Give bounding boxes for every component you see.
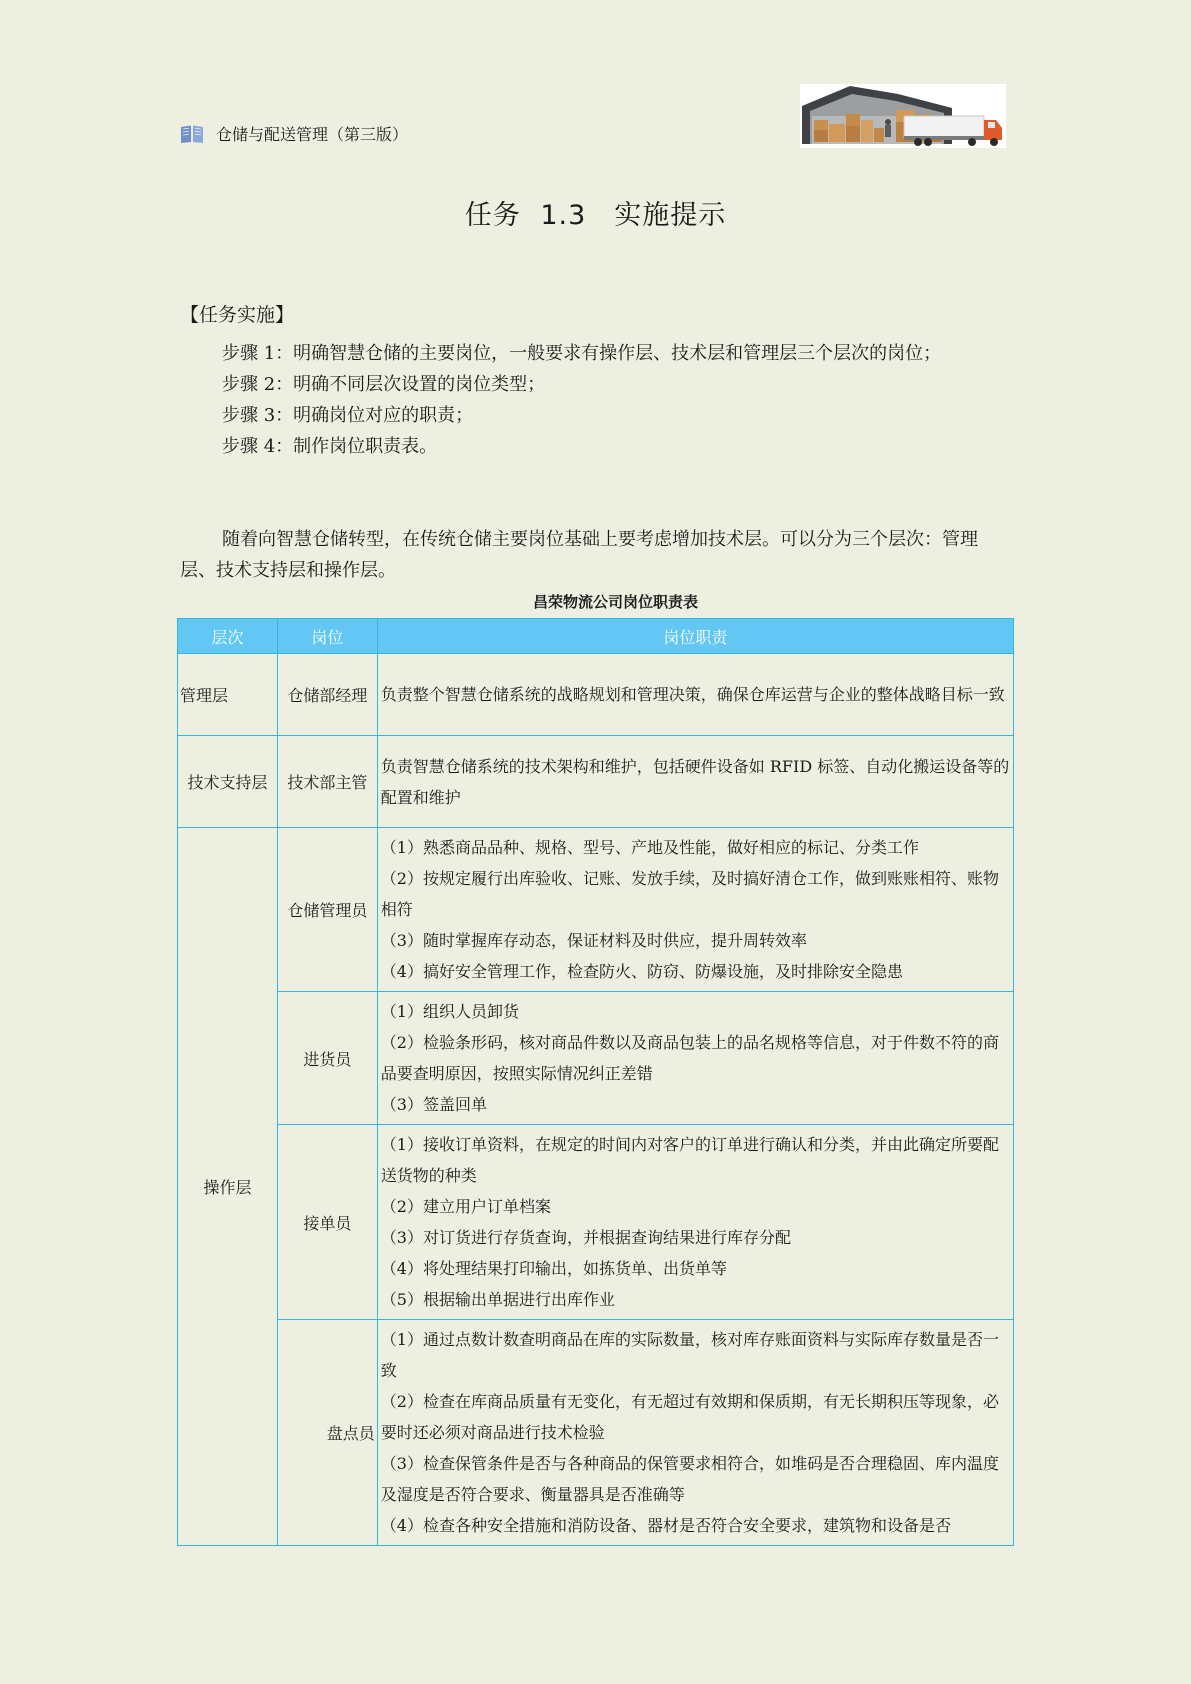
duty-line: （4）将处理结果打印输出，如拣货单、出货单等 bbox=[380, 1259, 727, 1278]
section-heading: 【任务实施】 bbox=[180, 304, 295, 326]
post-cell: 盘点员 bbox=[277, 1320, 377, 1546]
duty-line: （1）通过点数计数查明商品在库的实际数量，核对库存账面资料与实际库存数量是否一致 bbox=[380, 1330, 999, 1380]
post-cell: 技术部主管 bbox=[277, 736, 377, 828]
duty-line: （1）熟悉商品品种、规格、型号、产地及性能，做好相应的标记、分类工作 bbox=[380, 838, 919, 857]
book-title: 仓储与配送管理（第三版） bbox=[216, 125, 409, 144]
level-cell: 操作层 bbox=[178, 828, 278, 1546]
duty-line: （1）组织人员卸货 bbox=[380, 1002, 519, 1021]
table-row bbox=[178, 654, 1014, 736]
table-row bbox=[178, 736, 1014, 828]
table-row bbox=[178, 992, 1014, 1125]
table-header-row bbox=[178, 619, 1014, 654]
step-item: 步骤 3：明确岗位对应的职责； bbox=[222, 405, 474, 426]
duties-cell bbox=[377, 1125, 1013, 1320]
duty-line: （2）按规定履行出库验收、记账、发放手续，及时搞好清仓工作，做到账账相符、账物相符 bbox=[380, 869, 999, 919]
duty-line: 负责整个智慧仓储系统的战略规划和管理决策，确保仓库运营与企业的整体战略目标一致 bbox=[380, 685, 1005, 704]
duty-line: （3）检查保管条件是否与各种商品的保管要求相符合，如堆码是否合理稳固、库内温度及湿度是否符合要求、衡量器具是否准确等 bbox=[380, 1454, 999, 1504]
duty-line: （5）根据输出单据进行出库作业 bbox=[380, 1290, 615, 1309]
duty-line: （2）建立用户订单档案 bbox=[380, 1197, 551, 1216]
steps-list bbox=[180, 338, 1012, 462]
column-header-duties: 岗位职责 bbox=[377, 619, 1013, 654]
column-header-level: 层次 bbox=[178, 619, 278, 654]
post-cell: 进货员 bbox=[277, 992, 377, 1125]
level-cell: 管理层 bbox=[178, 654, 278, 736]
warehouse-truck-illustration bbox=[800, 84, 1006, 148]
post-cell: 接单员 bbox=[277, 1125, 377, 1320]
level-cell: 技术支持层 bbox=[178, 736, 278, 828]
table-row bbox=[178, 828, 1014, 992]
intro-text: 随着向智慧仓储转型，在传统仓储主要岗位基础上要考虑增加技术层。可以分为三个层次：管理层、技术支持层和操作层。 bbox=[180, 529, 978, 581]
duties-cell bbox=[377, 736, 1013, 828]
duties-cell bbox=[377, 828, 1013, 992]
duty-line: （2）检验条形码，核对商品件数以及商品包装上的品名规格等信息，对于件数不符的商品要查明原因，按照实际情况纠正差错 bbox=[380, 1033, 999, 1083]
post-cell: 仓储部经理 bbox=[277, 654, 377, 736]
table-row bbox=[178, 1125, 1014, 1320]
step-item: 步骤 2：明确不同层次设置的岗位类型； bbox=[222, 374, 546, 395]
post-cell: 仓储管理员 bbox=[277, 828, 377, 992]
table-caption: 昌荣物流公司岗位职责表 bbox=[532, 593, 698, 611]
duty-line: （4）搞好安全管理工作，检查防火、防窃、防爆设施，及时排除安全隐患 bbox=[380, 962, 903, 981]
duty-line: （3）随时掌握库存动态，保证材料及时供应，提升周转效率 bbox=[380, 931, 807, 950]
job-duties-table bbox=[177, 618, 1014, 1546]
duty-line: （4）检查各种安全措施和消防设备、器材是否符合安全要求，建筑物和设备是否 bbox=[380, 1516, 951, 1535]
duties-cell bbox=[377, 992, 1013, 1125]
step-item: 步骤 1：明确智慧仓储的主要岗位，一般要求有操作层、技术层和管理层三个层次的岗位； bbox=[222, 343, 942, 364]
step-item: 步骤 4：制作岗位职责表。 bbox=[222, 436, 438, 457]
column-header-post: 岗位 bbox=[277, 619, 377, 654]
running-header bbox=[180, 122, 408, 145]
duty-line: 负责智慧仓储系统的技术架构和维护，包括硬件设备如 RFID 标签、自动化搬运设备等的配置和维护 bbox=[380, 756, 1010, 807]
open-book-icon bbox=[180, 124, 204, 144]
duty-line: （2）检查在库商品质量有无变化，有无超过有效期和保质期，有无长期积压等现象，必要时还必须对商品进行技术检验 bbox=[380, 1392, 999, 1442]
duties-cell bbox=[377, 1320, 1013, 1546]
duty-line: （3）对订货进行存货查询，并根据查询结果进行库存分配 bbox=[380, 1228, 791, 1247]
page-title: 任务 1.3 实施提示 bbox=[464, 200, 727, 231]
intro-paragraph bbox=[180, 524, 1012, 586]
table-row bbox=[178, 1320, 1014, 1546]
duty-line: （1）接收订单资料，在规定的时间内对客户的订单进行确认和分类，并由此确定所要配送货物的种类 bbox=[380, 1135, 999, 1185]
duties-cell bbox=[377, 654, 1013, 736]
duty-line: （3）签盖回单 bbox=[380, 1095, 487, 1114]
